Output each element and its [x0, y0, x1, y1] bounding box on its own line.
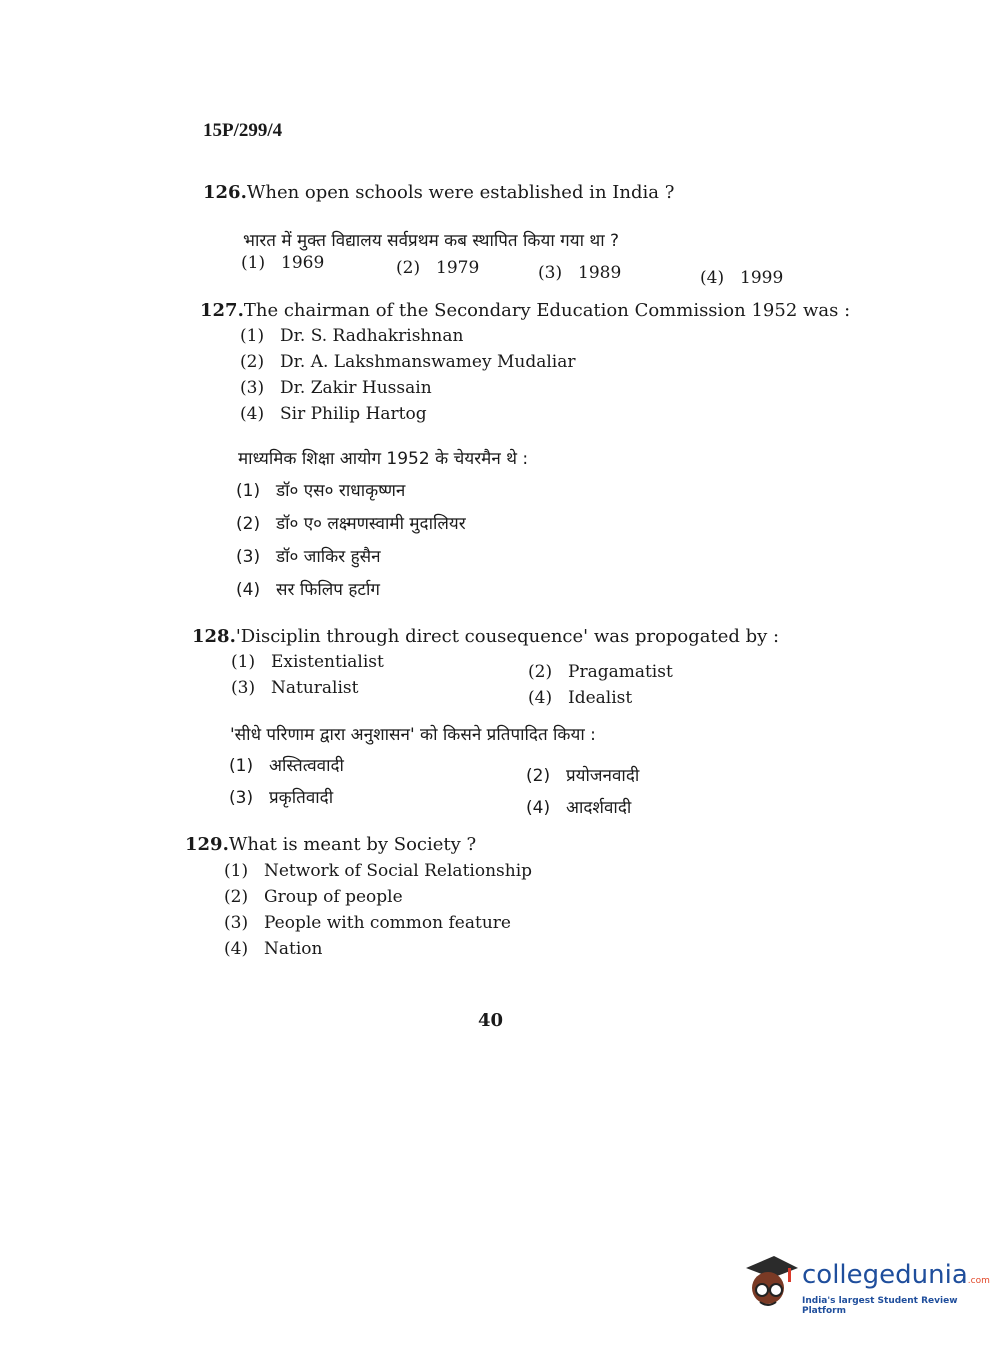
hindi-option-127-1: (1) डॉ० एस० राधाकृष्णन [236, 481, 406, 501]
option-129-2: (2) Group of people [224, 887, 403, 907]
option-126-4: (4) 1999 [700, 268, 784, 288]
hindi-option-127-4: (4) सर फिलिप हर्टाग [236, 580, 380, 600]
option-128-2: (2) Pragamatist [528, 662, 673, 682]
option-126-3: (3) 1989 [538, 263, 622, 283]
option-126-1: (1) 1969 [241, 253, 325, 273]
question-126-hindi: भारत में मुक्त विद्यालय सर्वप्रथम कब स्थापित किया गया था ? [243, 231, 620, 251]
question-127: 127.The chairman of the Secondary Education Commission 1952 was : [200, 300, 851, 321]
option-128-4: (4) Idealist [528, 688, 633, 708]
question-127-hindi: माध्यमिक शिक्षा आयोग 1952 के चेयरमैन थे : [238, 449, 529, 469]
hindi-option-128-2: (2) प्रयोजनवादी [526, 766, 640, 786]
question-128: 128.'Disciplin through direct cousequence' was propogated by : [192, 626, 780, 647]
option-126-2: (2) 1979 [396, 258, 480, 278]
hindi-option-128-3: (3) प्रकृतिवादी [229, 788, 334, 808]
option-127-2: (2) Dr. A. Lakshmanswamey Mudaliar [240, 352, 576, 372]
option-127-3: (3) Dr. Zakir Hussain [240, 378, 432, 398]
paper-code: 15P/299/4 [203, 120, 283, 141]
option-128-3: (3) Naturalist [231, 678, 359, 698]
logo-wordmark: collegedunia.com [802, 1260, 990, 1290]
question-129: 129.What is meant by Society ? [185, 834, 477, 855]
hindi-option-127-3: (3) डॉ० जाकिर हुसैन [236, 547, 381, 567]
option-129-4: (4) Nation [224, 939, 323, 959]
option-128-1: (1) Existentialist [231, 652, 384, 672]
page-number: 40 [478, 1010, 504, 1031]
student-mascot-icon [740, 1254, 800, 1316]
logo-tagline: India's largest Student Review Platform [802, 1296, 958, 1316]
question-number: 126. [203, 182, 247, 203]
option-129-3: (3) People with common feature [224, 913, 511, 933]
question-126 [203, 182, 674, 203]
option-127-1: (1) Dr. S. Radhakrishnan [240, 326, 464, 346]
hindi-option-127-2: (2) डॉ० ए० लक्ष्मणस्वामी मुदालियर [236, 514, 466, 534]
hindi-option-128-1: (1) अस्तित्ववादी [229, 756, 344, 776]
option-127-4: (4) Sir Philip Hartog [240, 404, 427, 424]
question-128-hindi: 'सीधे परिणाम द्वारा अनुशासन' को किसने प्रतिपादित किया : [230, 725, 596, 745]
option-129-1: (1) Network of Social Relationship [224, 861, 533, 881]
question-text: When open schools were established in India ? [246, 182, 675, 203]
collegedunia-logo [740, 1250, 990, 1320]
hindi-option-128-4: (4) आदर्शवादी [526, 798, 632, 818]
